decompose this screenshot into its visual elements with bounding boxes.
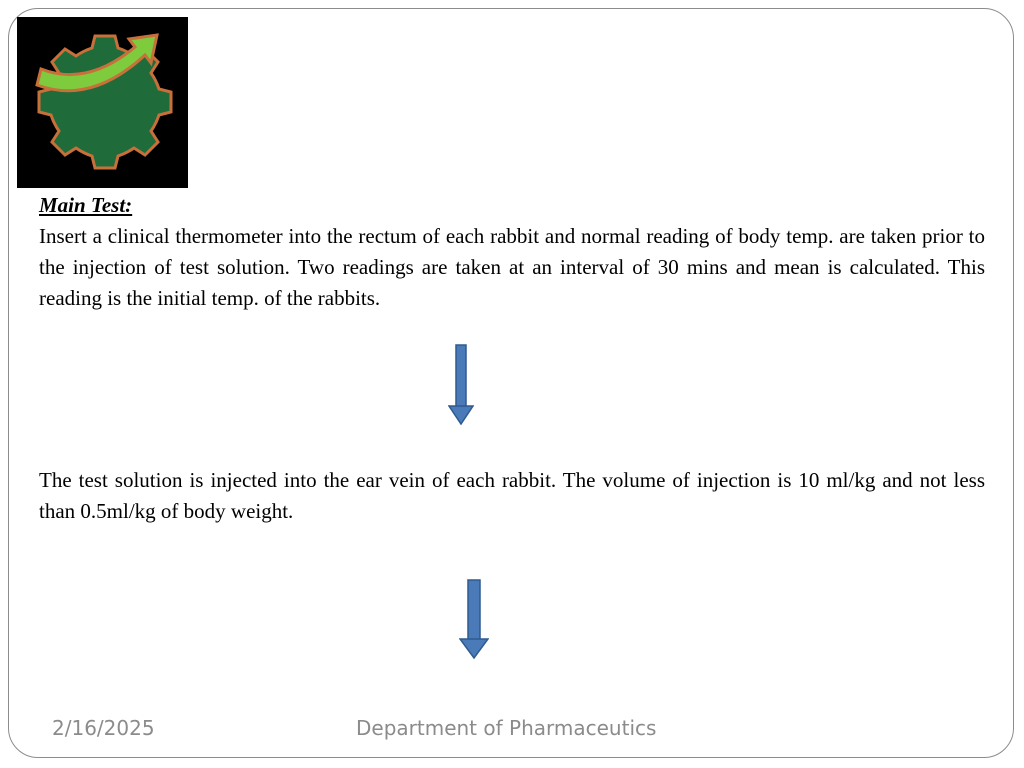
paragraph-injection: The test solution is injected into the ear vein of each rabbit. The volume of injection is 10 ml/kg and not less than 0.5ml/kg of body weight. — [39, 468, 985, 523]
paragraph-initial-temperature: Insert a clinical thermometer into the rectum of each rabbit and normal reading of body temp. are taken prior to the injection of test solution. Two readings are taken at an interval of 30 mins and mean is calculated. This reading is the initial temp. of the rabbits. — [39, 224, 985, 310]
footer-date: 2/16/2025 — [52, 716, 155, 740]
footer-department: Department of Pharmaceutics — [356, 716, 657, 740]
arrow-down-icon — [459, 579, 489, 661]
section-heading: Main Test: — [39, 193, 133, 217]
logo — [17, 17, 188, 188]
arrow-down-icon — [448, 344, 474, 426]
gear-with-arrow-logo-icon — [17, 17, 188, 188]
main-content — [39, 190, 985, 314]
